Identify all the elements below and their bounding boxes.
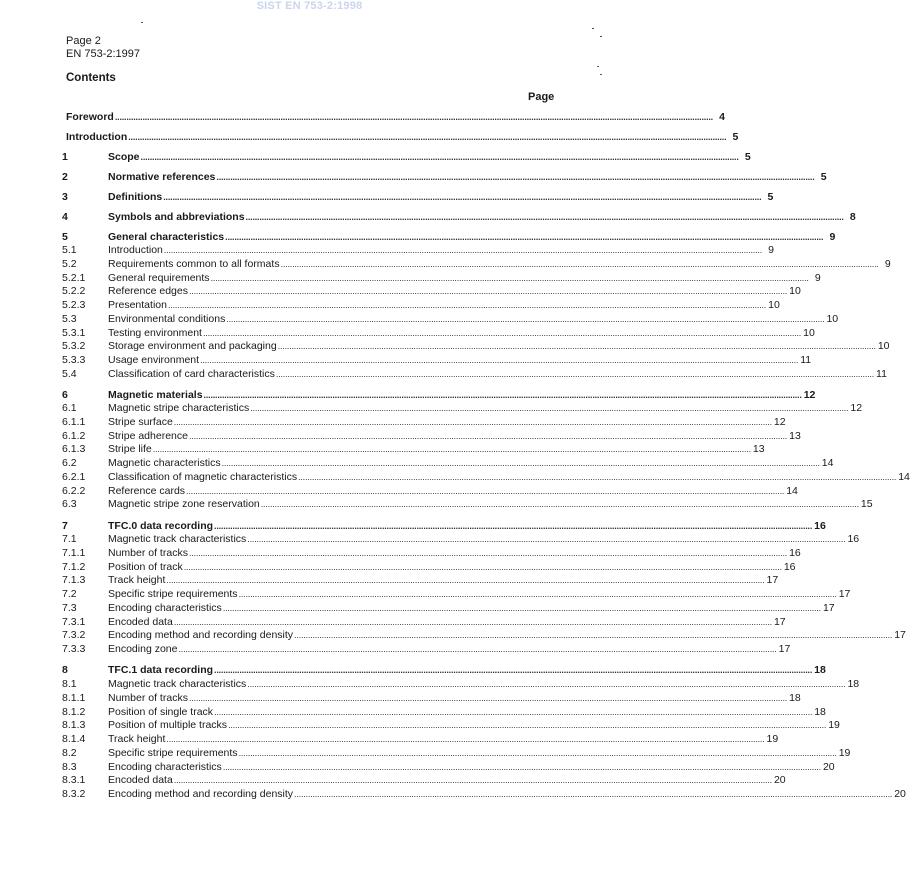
- toc-entry: [62, 498, 873, 512]
- watermark-text: SIST EN 753-2:1998: [256, 0, 363, 12]
- toc-entry-number: 5.3: [62, 313, 77, 325]
- dot-leader: ....................................................................................................................................................................................................................................................................: [163, 192, 762, 202]
- toc-entry-number: 5.2: [62, 258, 77, 270]
- toc-entry-line: [108, 258, 891, 270]
- toc-entry-title: TFC.1 data recording: [108, 664, 214, 676]
- toc-entry-number: 7.1.2: [62, 561, 86, 573]
- toc-entry-page: 19: [828, 719, 840, 731]
- toc-entry-page: 8: [849, 211, 856, 223]
- toc-entry-number: 6.2.1: [62, 471, 86, 483]
- toc-entry-number: 8.1.1: [62, 692, 86, 704]
- dot-leader: ....................................................................................................................................................................................................................................................................: [188, 431, 788, 441]
- toc-entry-page: 9: [884, 258, 891, 270]
- toc-entry-number: 5.1: [62, 244, 77, 256]
- toc-entry-line: [108, 547, 801, 559]
- toc-entry-page: 20: [822, 761, 835, 773]
- toc-entry-line: [108, 616, 786, 628]
- dot-leader: ....................................................................................................................................................................................................................................................................: [173, 417, 772, 427]
- toc-entry: [62, 131, 739, 145]
- dot-leader: ....................................................................................................................................................................................................................................................................: [222, 762, 821, 772]
- toc-entry-line: [108, 443, 765, 455]
- toc-entry-page: 10: [789, 285, 801, 297]
- toc-entry-title: Foreword: [66, 111, 114, 123]
- toc-entry-line: [108, 272, 821, 284]
- toc-entry-title: Symbols and abbreviations: [108, 211, 245, 223]
- toc-entry-title: Position of track: [108, 561, 183, 573]
- toc-entry-title: Magnetic track characteristics: [108, 678, 247, 690]
- toc-entry-line: [108, 389, 816, 401]
- dot-leader: ....................................................................................................................................................................................................................................................................: [260, 499, 859, 509]
- toc-entry: [62, 340, 890, 354]
- dot-leader: ....................................................................................................................................................................................................................................................................: [203, 390, 802, 400]
- toc-entry: [62, 171, 827, 185]
- toc-entry-number: 7.3.2: [62, 629, 86, 641]
- toc-entry-line: [108, 761, 835, 773]
- dot-leader: ....................................................................................................................................................................................................................................................................: [294, 789, 893, 799]
- toc-entry-page: 13: [789, 430, 801, 442]
- page-column-heading: Page: [528, 91, 555, 103]
- toc-entry-number: 8: [62, 664, 68, 676]
- toc-entry-title: Encoding characteristics: [108, 761, 222, 773]
- toc-entry-line: [108, 664, 826, 676]
- toc-entry-title: Track height: [108, 574, 166, 586]
- toc-entry-page: 14: [786, 485, 798, 497]
- toc-entry-title: Specific stripe requirements: [108, 747, 238, 759]
- toc-entry-line: [108, 151, 751, 163]
- toc-entry-page: 15: [860, 498, 873, 510]
- dot-leader: ....................................................................................................................................................................................................................................................................: [186, 486, 785, 496]
- toc-entry: [62, 258, 891, 272]
- toc-entry-title: Reference edges: [108, 285, 188, 297]
- dot-leader: ....................................................................................................................................................................................................................................................................: [188, 693, 788, 703]
- toc-entry-line: [108, 602, 835, 614]
- dot-leader: ....................................................................................................................................................................................................................................................................: [247, 534, 846, 544]
- toc-entry-number: 5.2.3: [62, 299, 86, 311]
- toc-entry-title: Encoding zone: [108, 643, 178, 655]
- dot-leader: ....................................................................................................................................................................................................................................................................: [166, 734, 765, 744]
- toc-entry-page: 4: [719, 111, 725, 123]
- dot-leader: ....................................................................................................................................................................................................................................................................: [298, 472, 897, 482]
- toc-entry: [62, 761, 835, 775]
- toc-entry-title: General characteristics: [108, 231, 225, 243]
- toc-entry-number: 8.3.1: [62, 774, 86, 786]
- dot-leader: ....................................................................................................................................................................................................................................................................: [202, 328, 802, 338]
- scan-speck: [600, 74, 602, 75]
- toc-entry: [62, 354, 812, 368]
- toc-entry: [62, 471, 910, 485]
- toc-entry-title: Magnetic characteristics: [108, 457, 221, 469]
- toc-entry: [62, 231, 836, 245]
- toc-entry-page: 12: [803, 389, 816, 401]
- toc-entry: [62, 561, 796, 575]
- toc-entry-page: 13: [752, 443, 765, 455]
- toc-entry-line: [66, 131, 739, 143]
- toc-entry: [62, 285, 801, 299]
- dot-leader: ....................................................................................................................................................................................................................................................................: [216, 172, 815, 182]
- toc-entry-number: 6.1.1: [62, 416, 86, 428]
- toc-entry: [62, 678, 860, 692]
- dot-leader: ....................................................................................................................................................................................................................................................................: [188, 548, 788, 558]
- toc-entry-page: 5: [820, 171, 827, 183]
- toc-entry-page: 16: [783, 561, 796, 573]
- toc-entry-title: Encoding method and recording density: [108, 629, 294, 641]
- toc-entry: [62, 389, 816, 403]
- dot-leader: ....................................................................................................................................................................................................................................................................: [245, 212, 844, 222]
- dot-leader: ....................................................................................................................................................................................................................................................................: [173, 617, 772, 627]
- toc-entry-number: 6.1.2: [62, 430, 86, 442]
- toc-entry-number: 8.1.3: [62, 719, 86, 731]
- toc-entry-line: [108, 457, 834, 469]
- toc-entry-line: [108, 733, 779, 745]
- toc-entry: [62, 151, 751, 165]
- dot-leader: ....................................................................................................................................................................................................................................................................: [128, 132, 727, 142]
- toc-entry-title: Storage environment and packaging: [108, 340, 277, 352]
- toc-entry-number: 3: [62, 191, 68, 203]
- toc-entry-title: Specific stripe requirements: [108, 588, 238, 600]
- toc-entry-page: 16: [814, 520, 826, 532]
- toc-entry: [62, 211, 856, 225]
- toc-entry-number: 5.3.1: [62, 327, 86, 339]
- toc-entry-page: 17: [773, 616, 786, 628]
- toc-entry: [62, 368, 887, 382]
- toc-entry-line: [108, 588, 851, 600]
- dot-leader: ....................................................................................................................................................................................................................................................................: [200, 355, 799, 365]
- toc-entry-number: 7: [62, 520, 68, 532]
- toc-entry-title: Classification of card characteristics: [108, 368, 275, 380]
- toc-entry: [62, 664, 826, 678]
- toc-entry-line: [108, 533, 860, 545]
- dot-leader: ....................................................................................................................................................................................................................................................................: [250, 403, 849, 413]
- dot-leader: ....................................................................................................................................................................................................................................................................: [214, 707, 813, 717]
- toc-entry-number: 7.1.1: [62, 547, 86, 559]
- toc-entry-line: [108, 678, 860, 690]
- dot-leader: ....................................................................................................................................................................................................................................................................: [247, 679, 846, 689]
- toc-entry-title: General requirements: [108, 272, 210, 284]
- dot-leader: ....................................................................................................................................................................................................................................................................: [277, 341, 876, 351]
- toc-entry-number: 6.3: [62, 498, 77, 510]
- toc-entry-page: 18: [814, 664, 826, 676]
- dot-leader: ....................................................................................................................................................................................................................................................................: [214, 521, 813, 531]
- toc-entry-page: 5: [767, 191, 774, 203]
- toc-entry: [62, 272, 821, 286]
- toc-entry-number: 8.1: [62, 678, 77, 690]
- toc-entry-line: [108, 299, 780, 311]
- toc-entry-page: 16: [847, 533, 860, 545]
- toc-entry: [62, 733, 779, 747]
- toc-entry-number: 6: [62, 389, 68, 401]
- dot-leader: ....................................................................................................................................................................................................................................................................: [173, 775, 772, 785]
- toc-entry-page: 10: [803, 327, 815, 339]
- toc-entry-number: 5.4: [62, 368, 77, 380]
- toc-entry-line: [108, 402, 863, 414]
- toc-entry-number: 2: [62, 171, 68, 183]
- toc-entry-page: 19: [766, 733, 779, 745]
- toc-entry-number: 5.3.2: [62, 340, 86, 352]
- toc-entry: [62, 643, 791, 657]
- toc-entry-number: 6.1: [62, 402, 77, 414]
- toc-entry-page: 9: [829, 231, 836, 243]
- dot-leader: ....................................................................................................................................................................................................................................................................: [163, 245, 763, 255]
- toc-entry-title: Encoding method and recording density: [108, 788, 294, 800]
- toc-entry-line: [108, 788, 906, 800]
- toc-entry-line: [108, 313, 839, 325]
- toc-entry-line: [108, 430, 801, 442]
- toc-entry-line: [108, 368, 887, 380]
- toc-entry-title: Encoding characteristics: [108, 602, 222, 614]
- toc-entry-number: 6.2.2: [62, 485, 86, 497]
- toc-entry-line: [108, 285, 801, 297]
- toc-entry-page: 14: [821, 457, 834, 469]
- toc-entry-number: 7.3.1: [62, 616, 86, 628]
- toc-entry-title: Introduction: [108, 244, 163, 256]
- dot-leader: ....................................................................................................................................................................................................................................................................: [222, 603, 821, 613]
- dot-leader: ....................................................................................................................................................................................................................................................................: [226, 314, 825, 324]
- dot-leader: ....................................................................................................................................................................................................................................................................: [183, 562, 782, 572]
- toc-entry-title: Stripe surface: [108, 416, 173, 428]
- toc-entry-title: Encoded data: [108, 616, 173, 628]
- toc-entry-page: 12: [850, 402, 863, 414]
- toc-entry-number: 7.1: [62, 533, 77, 545]
- toc-entry: [62, 457, 834, 471]
- toc-entry-page: 12: [773, 416, 786, 428]
- toc-entry: [62, 616, 786, 630]
- dot-leader: ....................................................................................................................................................................................................................................................................: [210, 273, 809, 283]
- toc-entry-line: [66, 111, 725, 123]
- toc-entry-line: [108, 643, 791, 655]
- toc-entry-page: 10: [826, 313, 839, 325]
- toc-entry-title: Magnetic stripe zone reservation: [108, 498, 260, 510]
- toc-entry-line: [108, 354, 812, 366]
- toc-entry: [62, 191, 774, 205]
- toc-entry-title: Magnetic stripe characteristics: [108, 402, 250, 414]
- toc-entry-title: Position of multiple tracks: [108, 719, 228, 731]
- toc-entry-number: 8.3.2: [62, 788, 86, 800]
- toc-entry-page: 17: [822, 602, 835, 614]
- toc-entry-number: 8.2: [62, 747, 77, 759]
- contents-heading: Contents: [66, 72, 116, 84]
- toc-entry: [62, 111, 725, 125]
- toc-entry-line: [108, 485, 798, 497]
- dot-leader: ....................................................................................................................................................................................................................................................................: [178, 644, 777, 654]
- toc-entry: [62, 629, 906, 643]
- dot-leader: ....................................................................................................................................................................................................................................................................: [152, 444, 751, 454]
- toc-entry-title: Usage environment: [108, 354, 200, 366]
- toc-entry-line: [108, 520, 826, 532]
- toc-entry-number: 6.1.3: [62, 443, 86, 455]
- toc-entry-title: Presentation: [108, 299, 167, 311]
- toc-entry-line: [108, 211, 856, 223]
- toc-entry-line: [108, 719, 840, 731]
- page-number-header: Page 2: [66, 35, 101, 47]
- toc-entry-number: 5.2.2: [62, 285, 86, 297]
- toc-entry-title: Environmental conditions: [108, 313, 226, 325]
- toc-entry-number: 5.2.1: [62, 272, 86, 284]
- toc-entry-title: Introduction: [66, 131, 128, 143]
- toc-entry: [62, 692, 801, 706]
- toc-entry: [62, 430, 801, 444]
- toc-entry: [62, 244, 775, 258]
- document-id-header: EN 753-2:1997: [66, 48, 140, 60]
- toc-entry-line: [108, 416, 786, 428]
- toc-entry: [62, 574, 779, 588]
- toc-entry: [62, 485, 798, 499]
- scan-speck: [597, 66, 599, 67]
- toc-entry-title: Classification of magnetic characteristics: [108, 471, 298, 483]
- toc-entry-number: 7.2: [62, 588, 77, 600]
- toc-entry: [62, 706, 826, 720]
- toc-entry: [62, 443, 765, 457]
- dot-leader: ....................................................................................................................................................................................................................................................................: [166, 575, 765, 585]
- toc-entry: [62, 416, 786, 430]
- toc-entry-page: 17: [838, 588, 851, 600]
- toc-entry-title: Magnetic track characteristics: [108, 533, 247, 545]
- dot-leader: ....................................................................................................................................................................................................................................................................: [294, 630, 893, 640]
- toc-entry-line: [108, 340, 890, 352]
- scan-speck: [600, 36, 602, 37]
- toc-entry: [62, 402, 863, 416]
- toc-entry-title: Requirements common to all formats: [108, 258, 280, 270]
- toc-entry: [62, 588, 851, 602]
- toc-entry-line: [108, 191, 774, 203]
- toc-entry-title: Number of tracks: [108, 692, 188, 704]
- toc-entry-number: 8.1.4: [62, 733, 86, 745]
- toc-entry-number: 7.1.3: [62, 574, 86, 586]
- toc-entry: [62, 299, 780, 313]
- toc-entry-line: [108, 629, 906, 641]
- toc-entry-page: 11: [876, 368, 887, 380]
- toc-entry-number: 7.3.3: [62, 643, 86, 655]
- toc-entry-page: 16: [789, 547, 801, 559]
- toc-entry-number: 5.3.3: [62, 354, 86, 366]
- toc-entry-page: 17: [894, 629, 906, 641]
- toc-entry-page: 5: [744, 151, 751, 163]
- toc-entry-page: 17: [766, 574, 779, 586]
- toc-entry: [62, 520, 826, 534]
- toc-entry-title: Number of tracks: [108, 547, 188, 559]
- dot-leader: ....................................................................................................................................................................................................................................................................: [280, 259, 879, 269]
- dot-leader: ....................................................................................................................................................................................................................................................................: [228, 720, 827, 730]
- toc-entry-title: Position of single track: [108, 706, 214, 718]
- toc-entry-line: [108, 231, 836, 243]
- toc-entry-title: Magnetic materials: [108, 389, 203, 401]
- toc-entry-line: [108, 747, 851, 759]
- toc-entry-page: 20: [773, 774, 786, 786]
- scan-speck: [141, 22, 143, 23]
- toc-entry-number: 1: [62, 151, 68, 163]
- toc-entry-title: Testing environment: [108, 327, 202, 339]
- dot-leader: ....................................................................................................................................................................................................................................................................: [238, 748, 837, 758]
- toc-entry-line: [108, 244, 775, 256]
- toc-entry: [62, 547, 801, 561]
- dot-leader: ....................................................................................................................................................................................................................................................................: [221, 458, 820, 468]
- toc-entry-line: [108, 171, 827, 183]
- toc-entry-number: 5: [62, 231, 68, 243]
- toc-entry: [62, 327, 815, 341]
- toc-entry-number: 6.2: [62, 457, 77, 469]
- dot-leader: ....................................................................................................................................................................................................................................................................: [188, 286, 788, 296]
- toc-entry-title: TFC.0 data recording: [108, 520, 214, 532]
- toc-entry-number: 4: [62, 211, 68, 223]
- toc-entry-page: 10: [768, 299, 780, 311]
- toc-entry-page: 9: [814, 272, 821, 284]
- toc-entry-line: [108, 327, 815, 339]
- toc-entry: [62, 788, 906, 802]
- toc-entry-page: 18: [847, 678, 860, 690]
- toc-entry: [62, 719, 840, 733]
- toc-entry-page: 17: [778, 643, 791, 655]
- toc-entry-title: Reference cards: [108, 485, 186, 497]
- toc-entry: [62, 533, 860, 547]
- toc-entry-line: [108, 561, 796, 573]
- dot-leader: ....................................................................................................................................................................................................................................................................: [275, 369, 875, 379]
- toc-entry-line: [108, 498, 873, 510]
- toc-entry-number: 8.1.2: [62, 706, 86, 718]
- toc-entry-line: [108, 692, 801, 704]
- toc-entry-line: [108, 574, 779, 586]
- toc-entry-title: Encoded data: [108, 774, 173, 786]
- toc-entry-title: Track height: [108, 733, 166, 745]
- dot-leader: ....................................................................................................................................................................................................................................................................: [167, 300, 767, 310]
- toc-entry-number: 8.3: [62, 761, 77, 773]
- toc-entry-line: [108, 774, 786, 786]
- toc-entry-page: 14: [898, 471, 910, 483]
- toc-entry-number: 7.3: [62, 602, 77, 614]
- toc-entry-title: Stripe life: [108, 443, 152, 455]
- dot-leader: ....................................................................................................................................................................................................................................................................: [214, 665, 813, 675]
- toc-entry-page: 20: [894, 788, 906, 800]
- toc-entry-line: [108, 706, 826, 718]
- toc-entry-title: Scope: [108, 151, 140, 163]
- toc-entry-page: 18: [789, 692, 801, 704]
- toc-entry-page: 19: [838, 747, 851, 759]
- toc-entry: [62, 774, 786, 788]
- dot-leader: ....................................................................................................................................................................................................................................................................: [114, 112, 713, 122]
- dot-leader: ....................................................................................................................................................................................................................................................................: [238, 589, 837, 599]
- toc-entry-page: 18: [814, 706, 826, 718]
- toc-entry: [62, 602, 835, 616]
- toc-entry-page: 11: [800, 354, 812, 366]
- toc-entry-page: 10: [877, 340, 890, 352]
- toc-entry-line: [108, 471, 910, 483]
- toc-entry: [62, 313, 839, 327]
- toc-entry-title: Stripe adherence: [108, 430, 188, 442]
- dot-leader: ....................................................................................................................................................................................................................................................................: [225, 232, 824, 242]
- toc-entry-title: Normative references: [108, 171, 216, 183]
- toc-entry: [62, 747, 851, 761]
- toc-entry-page: 9: [768, 244, 775, 256]
- toc-entry-title: Definitions: [108, 191, 163, 203]
- dot-leader: ....................................................................................................................................................................................................................................................................: [140, 152, 739, 162]
- scan-speck: [592, 28, 594, 29]
- toc-entry-page: 5: [732, 131, 739, 143]
